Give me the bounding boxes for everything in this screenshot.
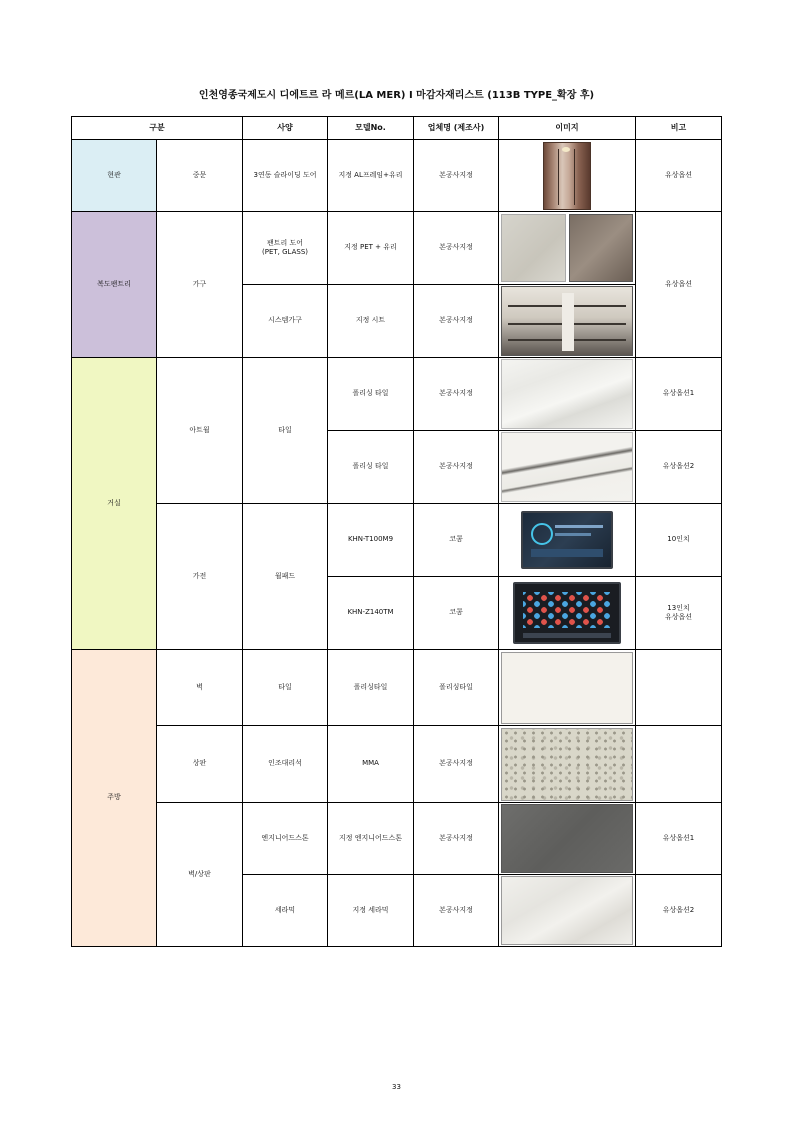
row-maker: 코콤: [414, 504, 499, 577]
row-model: KHN-T100M9: [328, 504, 414, 577]
row-note: 유상옵션1: [636, 803, 722, 875]
row-spec: 인조대리석: [243, 726, 328, 803]
ceramic-image: [499, 875, 636, 947]
row-model: 지정 PET + 유리: [328, 212, 414, 285]
row-sub: 상판: [157, 726, 243, 803]
wallpad-10inch-image: [499, 504, 636, 577]
row-model: MMA: [328, 726, 414, 803]
header-category: 구분: [72, 117, 243, 140]
row-sub: 가구: [157, 212, 243, 358]
row-spec: 세라믹: [243, 875, 328, 947]
row-maker: 본공사지정: [414, 875, 499, 947]
header-note: 비고: [636, 117, 722, 140]
polishing-tile-1-image: [499, 358, 636, 431]
row-maker: 본공사지정: [414, 431, 499, 504]
row-sub: 아트월: [157, 358, 243, 504]
section-hyeongwan: 현관: [72, 140, 157, 212]
row-model: 지정 AL프레임+유리: [328, 140, 414, 212]
sliding-door-image: [499, 140, 636, 212]
row-spec: 팬트리 도어 (PET, GLASS): [243, 212, 328, 285]
row-sub: 벽/상판: [157, 803, 243, 947]
table-row: [72, 803, 722, 875]
kitchen-wall-tile-image: [499, 650, 636, 726]
row-model: 지정 엔지니어드스톤: [328, 803, 414, 875]
row-spec: 엔지니어드스톤: [243, 803, 328, 875]
row-model: KHN-Z140TM: [328, 577, 414, 650]
row-note: 유상옵션2: [636, 431, 722, 504]
row-maker: 폴리싱타일: [414, 650, 499, 726]
system-furniture-image: [499, 285, 636, 358]
header-image: 이미지: [499, 117, 636, 140]
wallpad-13inch-image: [499, 577, 636, 650]
row-model: 지정 세라믹: [328, 875, 414, 947]
table-row: [72, 726, 722, 803]
row-note: 유상옵션2: [636, 875, 722, 947]
row-maker: 본공사지정: [414, 726, 499, 803]
row-maker: 본공사지정: [414, 358, 499, 431]
row-note: [636, 650, 722, 726]
row-model: 폴리싱 타일: [328, 431, 414, 504]
row-maker: 본공사지정: [414, 212, 499, 285]
row-model: 지정 시트: [328, 285, 414, 358]
artificial-marble-image: [499, 726, 636, 803]
row-note: 유상옵션1: [636, 358, 722, 431]
table-row: [72, 212, 722, 285]
engineered-stone-image: [499, 803, 636, 875]
section-geosil: 거실: [72, 358, 157, 650]
header-model: 모델No.: [328, 117, 414, 140]
row-spec: 3연동 슬라이딩 도어: [243, 140, 328, 212]
row-note: 10인치: [636, 504, 722, 577]
row-maker: 코콤: [414, 577, 499, 650]
row-note: 13인치 유상옵션: [636, 577, 722, 650]
row-maker: 본공사지정: [414, 140, 499, 212]
table-row: [72, 650, 722, 726]
row-sub: 중문: [157, 140, 243, 212]
table-header-row: [72, 117, 722, 140]
row-model: 폴리싱 타일: [328, 358, 414, 431]
pantry-door-image: [499, 212, 636, 285]
document-title: 인천영종국제도시 디에트르 라 메르(LA MER) I 마감자재리스트 (113B TYPE_확장 후): [198, 90, 595, 101]
finish-materials-table: [71, 116, 722, 947]
row-spec: 시스템가구: [243, 285, 328, 358]
row-note: [636, 726, 722, 803]
section-pantry: 복도팬트리: [72, 212, 157, 358]
header-maker: 업체명 (제조사): [414, 117, 499, 140]
row-spec: 타일: [243, 650, 328, 726]
row-maker: 본공사지정: [414, 285, 499, 358]
row-maker: 본공사지정: [414, 803, 499, 875]
table-row: [72, 140, 722, 212]
row-note: 유상옵션: [636, 140, 722, 212]
row-sub: 벽: [157, 650, 243, 726]
polishing-tile-2-image: [499, 431, 636, 504]
row-spec: 타일: [243, 358, 328, 504]
table-row: [72, 504, 722, 577]
row-spec: 월패드: [243, 504, 328, 650]
section-jubang: 주방: [72, 650, 157, 947]
header-spec: 사양: [243, 117, 328, 140]
row-note: 유상옵션: [636, 212, 722, 358]
table-row: [72, 358, 722, 431]
row-sub: 가전: [157, 504, 243, 650]
page-number: 33: [392, 1083, 401, 1091]
row-model: 폴리싱타일: [328, 650, 414, 726]
